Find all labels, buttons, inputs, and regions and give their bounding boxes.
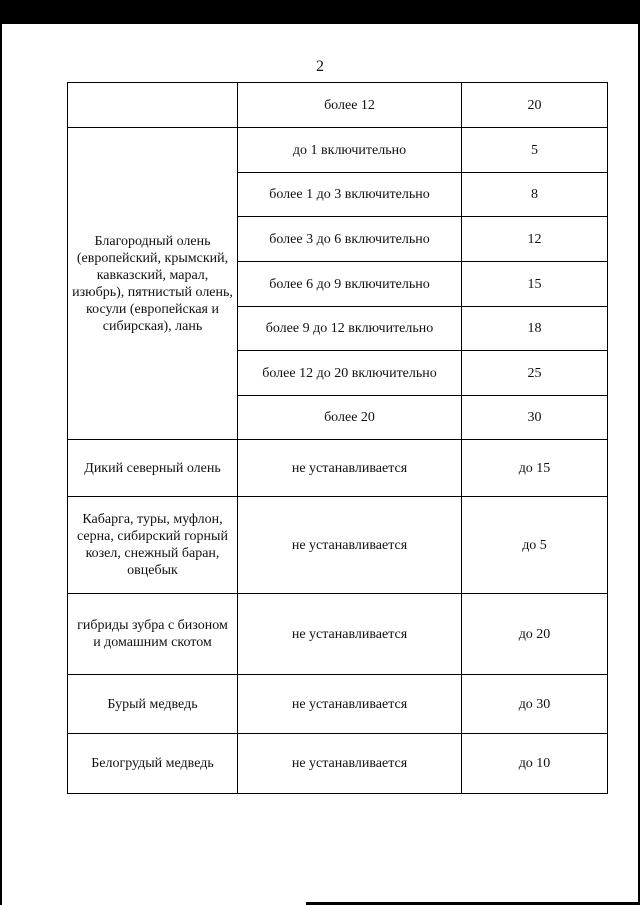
value-cell: до 10 — [462, 734, 608, 794]
value-cell: 20 — [462, 83, 608, 128]
value-cell: 25 — [462, 351, 608, 396]
page-number: 2 — [316, 58, 324, 75]
value-cell: 5 — [462, 128, 608, 173]
value-cell: до 15 — [462, 440, 608, 497]
species-cell: Бурый медведь — [68, 675, 238, 734]
value-cell: 15 — [462, 262, 608, 307]
scan-top-border — [0, 0, 640, 24]
value-cell: до 5 — [462, 497, 608, 594]
age-cell: не устанавливается — [238, 594, 462, 675]
table-row — [68, 440, 608, 497]
value-cell: до 30 — [462, 675, 608, 734]
age-cell: более 20 — [238, 396, 462, 440]
species-cell: Кабарга, туры, муфлон, серна, сибирский горный козел, снежный баран, овцебык — [68, 497, 238, 594]
table-row — [68, 675, 608, 734]
age-cell: не устанавливается — [238, 440, 462, 497]
species-cell: Дикий северный олень — [68, 440, 238, 497]
age-cell: не устанавливается — [238, 675, 462, 734]
age-cell: более 1 до 3 включительно — [238, 173, 462, 217]
value-cell: 12 — [462, 217, 608, 262]
age-cell: до 1 включительно — [238, 128, 462, 173]
age-cell: более 12 — [238, 83, 462, 128]
value-cell: 18 — [462, 307, 608, 351]
table-row — [68, 734, 608, 794]
age-cell: более 12 до 20 включительно — [238, 351, 462, 396]
norms-table — [67, 82, 608, 794]
table-row — [68, 594, 608, 675]
age-cell: не устанавливается — [238, 497, 462, 594]
table-row — [68, 128, 608, 173]
species-cell: Белогрудый медведь — [68, 734, 238, 794]
scan-left-border — [0, 24, 2, 905]
table-row — [68, 83, 608, 128]
species-cell: Благородный олень (европейский, крымский, кавказский, марал, изюбрь), пятнистый олень, косули (европейская и сибирская), лань — [68, 128, 238, 440]
species-cell — [68, 83, 238, 128]
age-cell: не устанавливается — [238, 734, 462, 794]
age-cell: более 6 до 9 включительно — [238, 262, 462, 307]
species-cell: гибриды зубра с бизоном и домашним скотом — [68, 594, 238, 675]
age-cell: более 3 до 6 включительно — [238, 217, 462, 262]
value-cell: до 20 — [462, 594, 608, 675]
value-cell: 30 — [462, 396, 608, 440]
age-cell: более 9 до 12 включительно — [238, 307, 462, 351]
table-row — [68, 497, 608, 594]
value-cell: 8 — [462, 173, 608, 217]
